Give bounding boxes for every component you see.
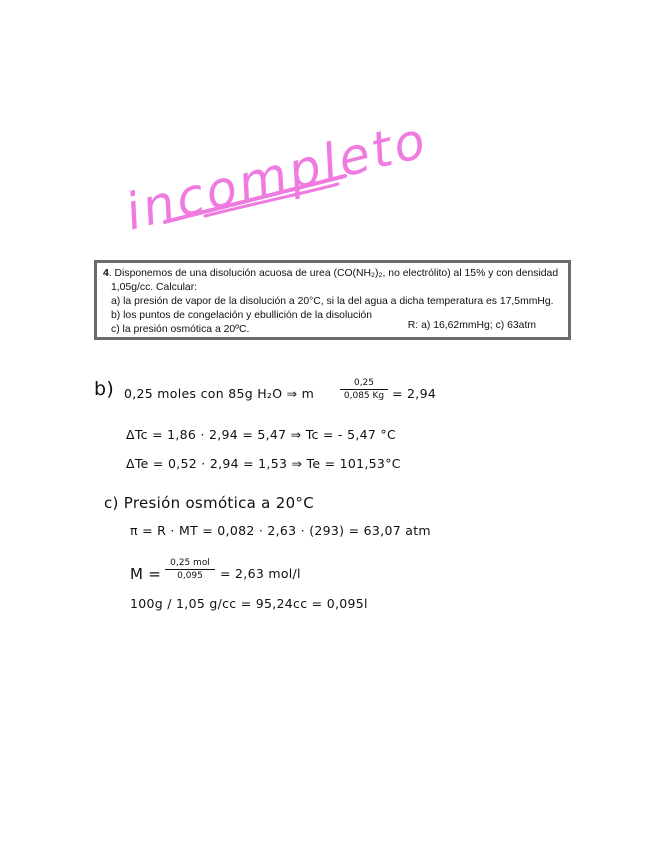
stamp-text: incompleto xyxy=(119,110,434,242)
part-c-line-3: 100g / 1,05 g/cc = 95,24cc = 0,095l xyxy=(130,596,368,611)
part-c-frac-den: 0,095 xyxy=(177,571,203,581)
problem-part-c: c) la presión osmótica a 20ºC. xyxy=(111,324,250,335)
part-b-frac-den: 0,085 Kg xyxy=(343,391,385,401)
part-b-frac-num: 0,25 xyxy=(353,378,375,388)
problem-line-1 xyxy=(103,267,562,281)
problem-part-b: b) los puntos de congelación y ebullición de la disolución xyxy=(111,310,373,321)
fraction-bar xyxy=(165,569,215,570)
problem-part-a: a) la presión de vapor de la disolución a 20°C, si la del agua a dicha temperatura es 17,5mmHg. xyxy=(111,296,554,307)
part-c-frac-num: 0,25 mol xyxy=(170,558,210,568)
problem-intro: . Disponemos de una disolución acuosa de urea (CO(NH₂)₂, no electrólito) al 15% y con densidad xyxy=(108,268,559,279)
part-c-M-label: M = xyxy=(130,565,162,583)
part-b-label: b) xyxy=(94,378,115,400)
part-c-line-1: π = R · MT = 0,082 · 2,63 · (293) = 63,07 atm xyxy=(130,523,431,538)
problem-number: 4 xyxy=(103,268,109,279)
part-b-result: = 2,94 xyxy=(392,386,437,401)
part-c-M-result: = 2,63 mol/l xyxy=(220,566,301,581)
part-b-line-2: ΔTc = 1,86 · 2,94 = 5,47 ⇒ Tc = - 5,47 °C xyxy=(126,427,396,442)
part-c-fraction xyxy=(165,558,215,581)
fraction-bar xyxy=(340,389,388,390)
part-b-line-3: ΔTe = 0,52 · 2,94 = 1,53 ⇒ Te = 101,53°C xyxy=(126,456,401,471)
incompleto-stamp xyxy=(110,110,434,242)
part-b-line-1: 0,25 moles con 85g H₂O ⇒ m xyxy=(124,386,315,401)
part-c-title: c) Presión osmótica a 20°C xyxy=(104,494,315,512)
problem-line-2: 1,05g/cc. Calcular: xyxy=(111,282,198,293)
problem-statement-box xyxy=(94,260,571,340)
problem-answer: R: a) 16,62mmHg; c) 63atm xyxy=(407,320,536,331)
part-b-fraction xyxy=(340,378,388,401)
